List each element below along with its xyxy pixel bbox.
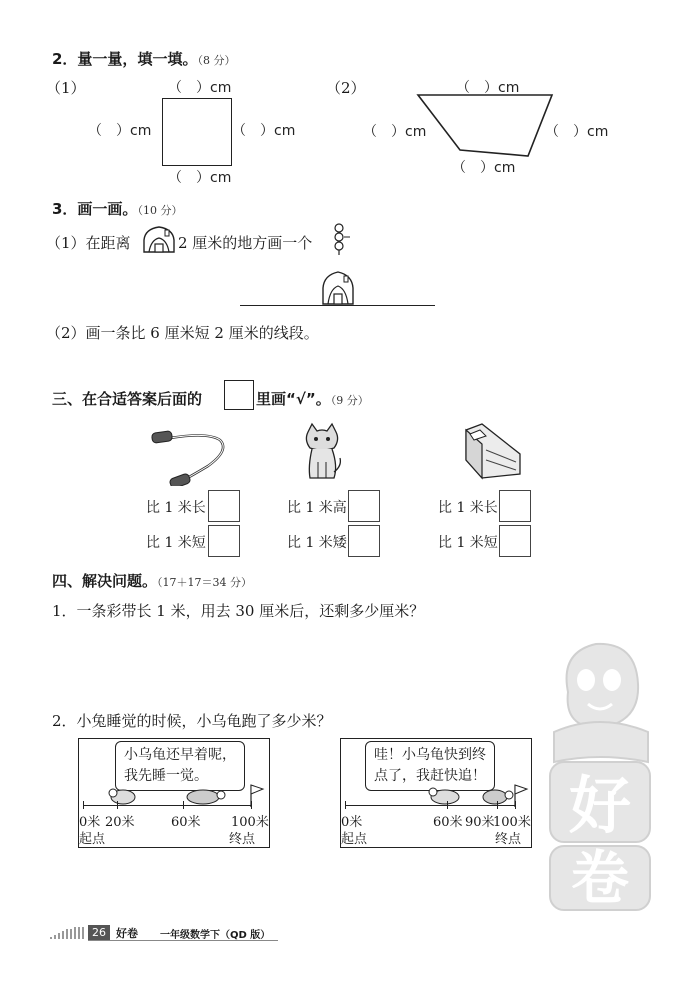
q3-part1-after: 2 厘米的地方画一个: [178, 234, 313, 252]
trapezoid-left-blank[interactable]: （ ）cm: [363, 124, 427, 140]
panel2-speech-bubble: 哇！小乌龟快到终 点了，我赶快追！: [365, 741, 495, 791]
house-icon: [141, 224, 177, 256]
story-panel-2: [340, 738, 532, 848]
story-panel-1: [78, 738, 270, 848]
panel1-start-label: 起点: [79, 832, 106, 847]
flower-icon: [330, 222, 354, 256]
panel1-mark-60: 60米: [171, 815, 201, 830]
q3-part2: （2）画一条比 6 厘米短 2 厘米的线段。: [46, 324, 319, 342]
item2-opt1-checkbox[interactable]: [348, 490, 380, 522]
footer-logo: 好卷: [116, 927, 138, 940]
square-bottom-blank[interactable]: （ ）cm: [168, 170, 232, 186]
item1-opt1-label: 比 1 米长: [146, 500, 206, 516]
footer-rule: [88, 940, 278, 941]
panel1-speech-bubble: 小乌龟还早着呢， 我先睡一觉。: [115, 741, 245, 791]
panel2-mark-90: 90米: [465, 815, 495, 830]
panel1-tick: [117, 801, 118, 809]
panel2-start-label: 起点: [341, 832, 368, 847]
cat-image: [300, 422, 344, 482]
panel1-tick: [83, 801, 84, 809]
panel2-mark-100: 100米: [493, 815, 531, 830]
trapezoid-top-blank[interactable]: （ ）cm: [456, 80, 520, 96]
panel2-track: [345, 805, 515, 806]
panel1-end-label: 终点: [229, 832, 256, 847]
jump-rope-image: [148, 420, 244, 486]
item1-opt2-label: 比 1 米短: [146, 535, 206, 551]
square-left-blank[interactable]: （ ）cm: [88, 123, 152, 139]
panel1-mark-100: 100米: [231, 815, 269, 830]
item3-opt2-label: 比 1 米短: [438, 535, 498, 551]
bed-image: [460, 420, 526, 482]
panel2-mark-0: 0米: [341, 815, 363, 830]
panel2-end-label: 终点: [495, 832, 522, 847]
house-on-line-icon: [320, 269, 356, 305]
footer-dots-decoration: [48, 927, 86, 941]
watermark-char2: 卷: [570, 844, 630, 912]
q2-title: 2．量一量，填一填。（8 分）: [52, 50, 236, 68]
item2-opt2-label: 比 1 米矮: [287, 535, 347, 551]
item3-opt1-checkbox[interactable]: [499, 490, 531, 522]
panel2-tick: [497, 801, 498, 809]
item1-opt1-checkbox[interactable]: [208, 490, 240, 522]
square-shape: [162, 98, 232, 166]
section3-title: 三、在合适答案后面的: [52, 390, 203, 408]
item3-opt1-label: 比 1 米长: [438, 500, 498, 516]
panel1-rabbit-turtle-icon: [103, 783, 253, 807]
footer-book-title: 一年级数学下（QD 版）: [160, 930, 271, 941]
square-right-blank[interactable]: （ ）cm: [232, 123, 296, 139]
panel1-mark-0: 0米: [79, 815, 101, 830]
q3-title: 3．画一画。（10 分）: [52, 200, 183, 218]
section4-title: 四、解决问题。（17＋17＝34 分）: [52, 572, 253, 590]
section3-title-box: [224, 380, 254, 410]
panel1-track: [83, 805, 251, 806]
square-top-blank[interactable]: （ ）cm: [168, 80, 232, 96]
panel2-tick: [345, 801, 346, 809]
trapezoid-bottom-blank[interactable]: （ ）cm: [452, 160, 516, 176]
page-number: 26: [88, 925, 110, 940]
item2-opt1-label: 比 1 米高: [287, 500, 347, 516]
panel1-tick: [251, 801, 252, 809]
section3-title-end: 里画“√”。（9 分）: [256, 390, 369, 408]
section4-q1: 1．一条彩带长 1 米，用去 30 厘米后，还剩多少厘米？: [52, 602, 425, 620]
panel1-mark-20: 20米: [105, 815, 135, 830]
watermark-char1: 好: [568, 769, 632, 842]
item3-opt2-checkbox[interactable]: [499, 525, 531, 557]
panel2-tick: [447, 801, 448, 809]
item1-opt2-checkbox[interactable]: [208, 525, 240, 557]
q2-part1-label: （1）: [46, 79, 86, 97]
item2-opt2-checkbox[interactable]: [348, 525, 380, 557]
q3-part1: （1）在距离: [46, 234, 131, 252]
panel2-tick: [515, 801, 516, 809]
panel1-tick: [183, 801, 184, 809]
mascot-watermark: [540, 632, 660, 912]
panel2-rabbit-turtle-icon: [421, 783, 521, 807]
panel2-mark-60: 60米: [433, 815, 463, 830]
footer: [48, 925, 278, 941]
ground-line: [240, 305, 435, 306]
trapezoid-shape: [410, 90, 560, 162]
q2-part2-label: （2）: [326, 79, 366, 97]
trapezoid-right-blank[interactable]: （ ）cm: [545, 124, 609, 140]
section4-q2: 2．小兔睡觉的时候，小乌龟跑了多少米？: [52, 712, 332, 730]
